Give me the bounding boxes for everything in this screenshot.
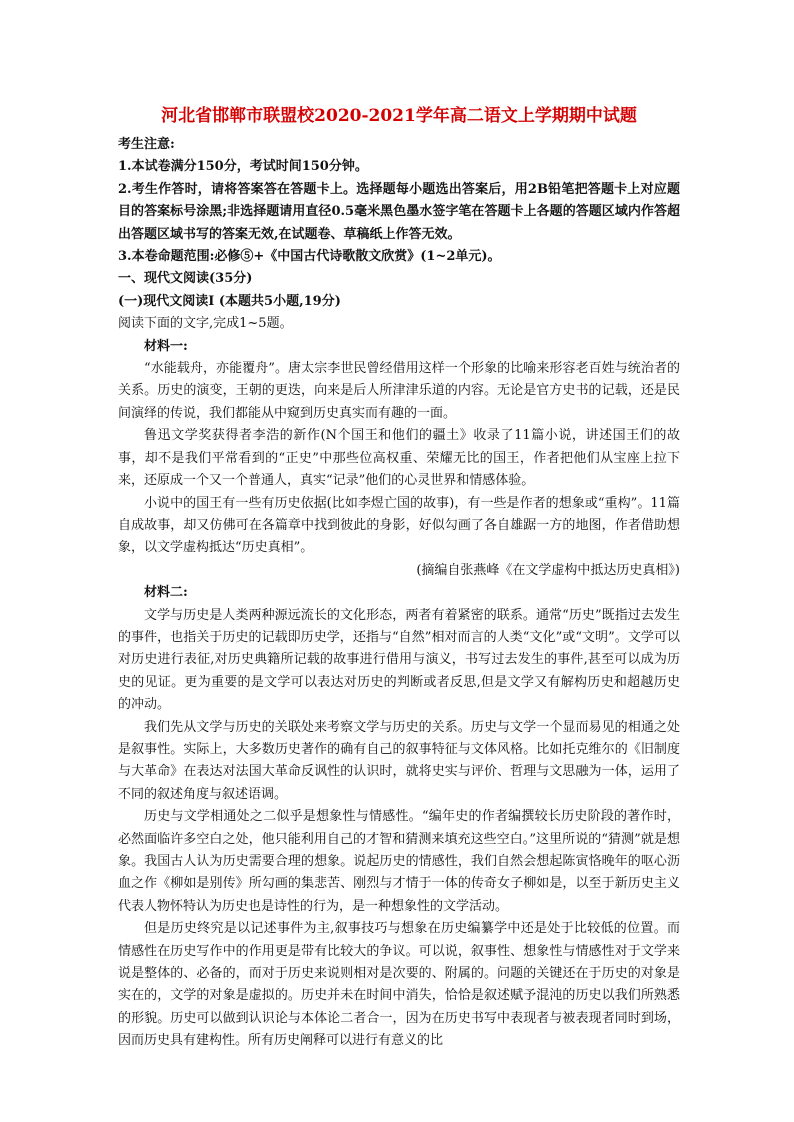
material-two-paragraph: 文学与历史是人类两种源远流长的文化形态，两者有着紧密的联系。通常“历史”既指过去发生的事件，也指关于历史的记载即历史学，还指与“自然”相对而言的人类“文化”或“文明”。文学可以对历史进行表征,对历史典籍所记载的故事进行借用与演义，书写过去发生的事件,甚至可以成为历史的见证。更为重要的是文学可以表达对历史的判断或者反思,但是文学又有解构历史和超越历史的冲动。 (118, 607, 680, 713)
material-two-paragraph: 历史与文学相通处之二似乎是想象性与情感性。“编年史的作者编撰较长历史阶段的著作时，必然面临许多空白之处，他只能利用自己的才智和猜测来填充这些空白。”这里所说的“猜测”就是想象。我国古人认为历史需要合理的想象。说起历史的情感性，我们自然会想起陈寅恪晚年的呕心沥血之作《柳如是别传》所勾画的集悲苦、刚烈与才情于一体的传奇女子柳如是，以至于新历史主义代表人物怀特认为历史也是诗性的行为，是一种想象性的文学活动。 (118, 809, 680, 914)
notice-item-3: 3.本卷命题范围:必修⑤+《中国古代诗歌散文欣赏》(1~2单元)。 (118, 249, 501, 265)
subsection-heading: (一)现代文阅读Ⅰ (本题共5小题,19分) (118, 293, 341, 309)
material-two-paragraph: 我们先从文学与历史的关联处来考察文学与历史的关系。历史与文学一个显而易见的相通之处是叙事性。实际上，大多数历史著作的确有自己的叙事特征与文体风格。比如托克维尔的《旧制度与大革命》在表达对法国大革命反讽性的认识时，就将史实与评价、哲理与文思融为一体，运用了不同的叙述角度与叙述语调。 (118, 719, 680, 802)
material-two-label: 材料二: (144, 585, 188, 601)
section-heading: 一、现代文阅读(35分) (118, 271, 253, 287)
material-one-source: (摘编自张燕峰《在文学虚构中抵达历史真相》) (416, 562, 680, 578)
material-two-paragraph: 但是历史终究是以记述事件为主,叙事技巧与想象在历史编纂学中还是处于比较低的位置。而情感性在历史写作中的作用更是带有比较大的争议。可以说，叙事性、想象性与情感性对于文学来说是整体的、必备的，而对于历史来说则相对是次要的、附属的。问题的关键还在于历史的对象是实在的，文学的对象是虚拟的。历史并未在时间中消失，恰恰是叙述赋予混沌的历史以我们所熟悉的形貌。历史可以做到认识论与本体论二者合一，因为在历史书写中表现者与被表现者同时到场，因而历史具有建构性。所有历史阐释可以进行有意义的比 (118, 921, 680, 1049)
notice-item-1: 1.本试卷满分150分，考试时间150分钟。 (118, 159, 368, 175)
material-one-paragraph: “水能载舟，亦能覆舟”。唐太宗李世民曾经借用这样一个形象的比喻来形容老百姓与统治者的关系。历史的演变，王朝的更迭，向来是后人所津津乐道的内容。无论是官方史书的记载，还是民间演绎的传说，我们都能从中窥到历史真实而有趣的一面。 (118, 361, 680, 421)
notice-item-2: 2.考生作答时，请将答案答在答题卡上。选择题每小题选出答案后，用2B铅笔把答题卡上对应题目的答案标号涂黑;非选择题请用直径0.5毫米黑色墨水签字笔在答题卡上各题的答题区域内作答超出答题区域书写的答案无效,在试题卷、草稿纸上作答无效。 (118, 181, 680, 242)
material-one-label: 材料一: (144, 338, 188, 354)
exam-page (118, 104, 680, 1053)
notice-heading: 考生注意: (118, 137, 175, 152)
page-title: 河北省邯郸市联盟校2020-2021学年高二语文上学期期中试题 (161, 106, 637, 126)
material-one-paragraph: 鲁迅文学奖获得者李浩的新作(N个国王和他们的疆土》收录了11篇小说，讲述国王们的故事，却不是我们平常看到的“正史”中那些位高权重、荣耀无比的国王，作者把他们从宝座上拉下来，还原成一个又一个普通人，真实“记录”他们的心灵世界和情感体验。 (118, 428, 680, 489)
reading-instruction: 阅读下面的文字,完成1~5题。 (118, 316, 293, 332)
material-one-paragraph: 小说中的国王有一些有历史依据(比如李煜亡国的故事)，有一些是作者的想象或“重构”。11篇自成故事，却又仿佛可在各篇章中找到彼此的身影，好似勾画了各自雄踞一方的地图，作者借助想象，以文学虚构抵达“历史真相”。 (118, 495, 680, 556)
